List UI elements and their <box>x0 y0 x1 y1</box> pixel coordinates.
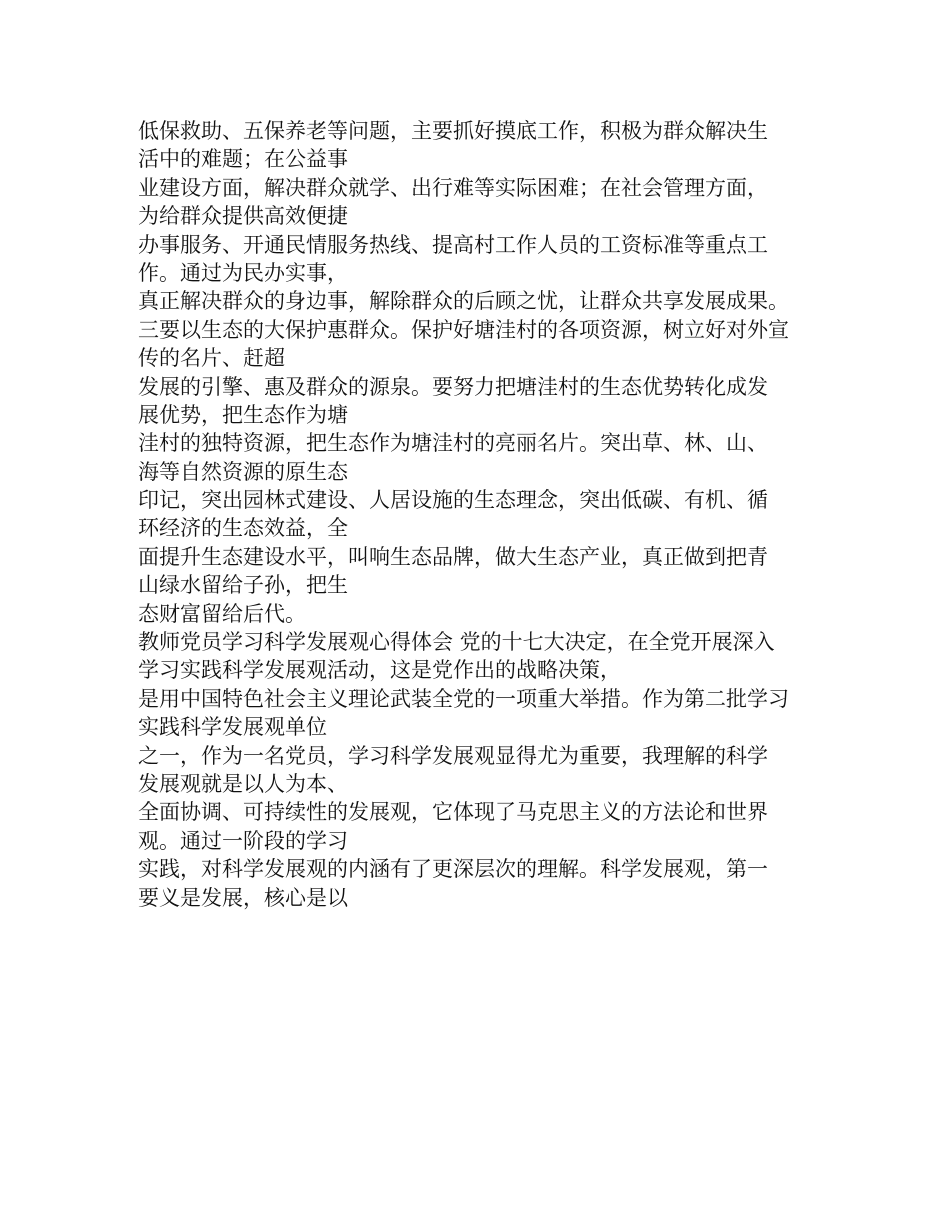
text-line: 为给群众提供高效便捷 <box>138 204 348 229</box>
text-line: 学习实践科学发展观活动，这是党作出的战略决策， <box>138 658 621 683</box>
text-line: 面提升生态建设水平，叫响生态品牌，做大生态产业，真正做到把青 <box>138 544 768 569</box>
text-line: 三要以生态的大保护惠群众。保护好塘洼村的各项资源，树立好对外宣 <box>138 317 789 342</box>
text-line: 环经济的生态效益，全 <box>138 516 348 541</box>
text-line: 山绿水留给子孙，把生 <box>138 573 348 598</box>
text-line: 是用中国特色社会主义理论武装全党的一项重大举措。作为第二批学习 <box>138 686 789 711</box>
text-line: 印记，突出园林式建设、人居设施的生态理念，突出低碳、有机、循 <box>138 488 768 513</box>
text-line: 实践科学发展观单位 <box>138 715 327 740</box>
text-line: 全面协调、可持续性的发展观，它体现了马克思主义的方法论和世界 <box>138 800 768 825</box>
text-line: 观。通过一阶段的学习 <box>138 828 348 853</box>
document-body <box>138 117 818 912</box>
text-line: 发展观就是以人为本、 <box>138 771 348 796</box>
text-line: 活中的难题；在公益事 <box>138 147 348 172</box>
text-line: 要义是发展，核心是以 <box>138 885 348 910</box>
text-line: 办事服务、开通民情服务热线、提高村工作人员的工资标准等重点工 <box>138 232 768 257</box>
text-line: 传的名片、赶超 <box>138 346 285 371</box>
text-line: 教师党员学习科学发展观心得体会 党的十七大决定，在全党开展深入 <box>138 630 775 655</box>
text-line: 态财富留给后代。 <box>138 601 306 626</box>
text-line: 实践，对科学发展观的内涵有了更深层次的理解。科学发展观，第一 <box>138 857 768 882</box>
text-line: 作。通过为民办实事， <box>138 260 348 285</box>
text-line: 之一，作为一名党员，学习科学发展观显得尤为重要，我理解的科学 <box>138 743 768 768</box>
text-line: 洼村的独特资源，把生态作为塘洼村的亮丽名片。突出草、林、山、 <box>138 431 768 456</box>
text-line: 真正解决群众的身边事，解除群众的后顾之忧，让群众共享发展成果。 <box>138 289 789 314</box>
text-line: 发展的引擎、惠及群众的源泉。要努力把塘洼村的生态优势转化成发 <box>138 374 768 399</box>
text-line: 业建设方面，解决群众就学、出行难等实际困难；在社会管理方面， <box>138 175 768 200</box>
text-line: 低保救助、五保养老等问题，主要抓好摸底工作，积极为群众解决生 <box>138 119 768 143</box>
text-line: 展优势，把生态作为塘 <box>138 402 348 427</box>
text-line: 海等自然资源的原生态 <box>138 459 348 484</box>
